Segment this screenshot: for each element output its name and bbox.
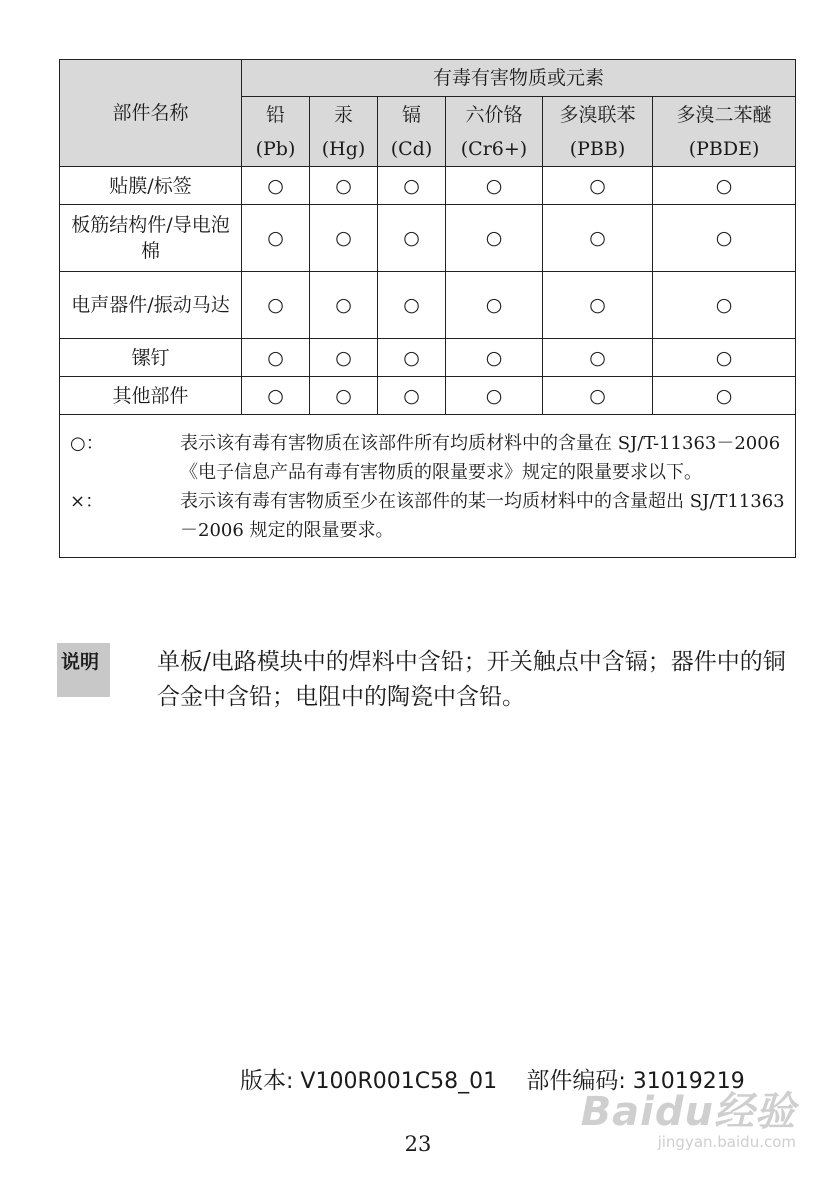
substance-symbol: (Hg)	[321, 137, 366, 160]
compliance-mark: ○	[485, 174, 503, 197]
compliance-mark: ○	[403, 294, 420, 316]
substance-header	[543, 97, 653, 167]
compliance-mark: ○	[485, 346, 503, 369]
legend-text: 表示该有毒有害物质至少在该部件的某一均质材料中的含量超出 SJ/T11363－2006 规定的限量要求。	[180, 491, 785, 541]
compliance-mark: ○	[715, 346, 733, 369]
compliance-mark: ○	[335, 346, 352, 369]
part-name-cell: 其他部件	[60, 377, 242, 415]
compliance-cell	[543, 377, 653, 415]
compliance-cell	[543, 205, 653, 272]
compliance-cell	[310, 205, 378, 272]
compliance-cell	[242, 339, 310, 377]
compliance-mark: ○	[267, 174, 284, 197]
table-row	[60, 339, 796, 377]
substance-name: 铅	[265, 103, 285, 126]
compliance-mark: ○	[335, 227, 352, 249]
compliance-cell	[242, 272, 310, 339]
substance-header	[446, 97, 543, 167]
legend-symbol: ○：	[70, 433, 104, 454]
compliance-mark: ○	[267, 346, 284, 369]
hazardous-substances-table-wrap	[59, 59, 795, 558]
legend-item	[68, 487, 787, 545]
substance-symbol: (PBB)	[569, 137, 626, 160]
compliance-cell	[543, 339, 653, 377]
legend-item	[68, 429, 787, 487]
compliance-mark: ○	[403, 227, 420, 249]
compliance-mark: ○	[715, 294, 733, 316]
compliance-cell	[378, 205, 446, 272]
compliance-mark: ○	[589, 174, 606, 197]
note-block	[57, 643, 797, 723]
compliance-mark: ○	[267, 294, 284, 316]
legend-row	[60, 415, 796, 558]
substance-name: 汞	[333, 103, 353, 126]
compliance-cell	[242, 205, 310, 272]
compliance-cell	[310, 377, 378, 415]
version-label: 版本	[240, 1068, 286, 1094]
compliance-mark: ○	[715, 384, 733, 407]
note-label: 说明	[57, 643, 110, 697]
table-row	[60, 377, 796, 415]
compliance-cell	[653, 377, 796, 415]
table-body	[60, 167, 796, 558]
compliance-mark: ○	[589, 294, 606, 316]
compliance-cell	[310, 272, 378, 339]
compliance-cell	[653, 205, 796, 272]
substance-name: 多溴二苯醚	[676, 103, 772, 126]
compliance-cell	[446, 205, 543, 272]
compliance-cell	[446, 377, 543, 415]
compliance-mark: ○	[485, 294, 503, 316]
compliance-mark: ○	[335, 174, 352, 197]
compliance-mark: ○	[715, 174, 733, 197]
part-code-label: 部件编码	[526, 1068, 619, 1094]
compliance-mark: ○	[715, 227, 733, 249]
compliance-mark: ○	[589, 227, 606, 249]
compliance-cell	[378, 272, 446, 339]
watermark-logo: Baidu经验	[580, 1089, 796, 1135]
substance-header	[310, 97, 378, 167]
compliance-cell	[653, 167, 796, 205]
part-name-cell: 镙钉	[60, 339, 242, 377]
compliance-cell	[378, 377, 446, 415]
compliance-cell	[543, 167, 653, 205]
compliance-cell	[653, 272, 796, 339]
substance-header	[242, 97, 310, 167]
legend-cell	[60, 415, 796, 558]
substance-symbol: (Pb)	[255, 137, 296, 160]
substances-group-header: 有毒有害物质或元素	[242, 60, 796, 97]
compliance-mark: ○	[589, 346, 606, 369]
hazardous-substances-table	[59, 59, 796, 558]
legend-symbol: ×：	[70, 491, 104, 512]
table-row	[60, 167, 796, 205]
note-text: 单板/电路模块中的焊料中含铅；开关触点中含镉；器件中的铜合金中含铅；电阻中的陶瓷中含铅。	[157, 649, 786, 710]
version-value: : V100R001C58_01	[286, 1069, 498, 1094]
compliance-mark: ○	[485, 384, 503, 407]
substance-name: 镉	[401, 103, 421, 126]
compliance-cell	[310, 167, 378, 205]
compliance-cell	[446, 272, 543, 339]
part-name-cell: 贴膜/标签	[60, 167, 242, 205]
compliance-mark: ○	[267, 227, 284, 249]
page-number: 23	[404, 1132, 432, 1156]
substance-header	[378, 97, 446, 167]
compliance-cell	[543, 272, 653, 339]
compliance-mark: ○	[485, 227, 503, 249]
compliance-cell	[378, 167, 446, 205]
compliance-cell	[653, 339, 796, 377]
compliance-mark: ○	[403, 384, 420, 407]
compliance-cell	[242, 167, 310, 205]
compliance-mark: ○	[335, 384, 352, 407]
part-code-value: : 31019219	[618, 1069, 745, 1094]
watermark-url: jingyan.baidu.com	[657, 1133, 796, 1151]
legend-text: 表示该有毒有害物质在该部件所有均质材料中的含量在 SJ/T-11363－2006 《电子信息产品有毒有害物质的限量要求》规定的限量要求以下。	[180, 433, 781, 483]
substance-name: 六价铬	[465, 103, 523, 126]
compliance-mark: ○	[403, 346, 420, 369]
compliance-mark: ○	[403, 174, 420, 197]
substance-symbol: (Cd)	[390, 137, 433, 160]
part-name-cell: 板筋结构件/导电泡棉	[60, 205, 242, 272]
part-name-header: 部件名称	[60, 60, 242, 167]
compliance-cell	[446, 339, 543, 377]
compliance-cell	[446, 167, 543, 205]
substance-header	[653, 97, 796, 167]
compliance-mark: ○	[335, 294, 352, 316]
compliance-mark: ○	[589, 384, 606, 407]
compliance-cell	[378, 339, 446, 377]
compliance-cell	[242, 377, 310, 415]
compliance-cell	[310, 339, 378, 377]
compliance-mark: ○	[267, 384, 284, 407]
substance-symbol: (PBDE)	[688, 137, 760, 160]
substance-symbol: (Cr6+)	[460, 137, 528, 160]
table-row	[60, 205, 796, 272]
substance-name: 多溴联苯	[559, 103, 636, 126]
part-name-cell: 电声器件/振动马达	[60, 272, 242, 339]
table-row	[60, 272, 796, 339]
